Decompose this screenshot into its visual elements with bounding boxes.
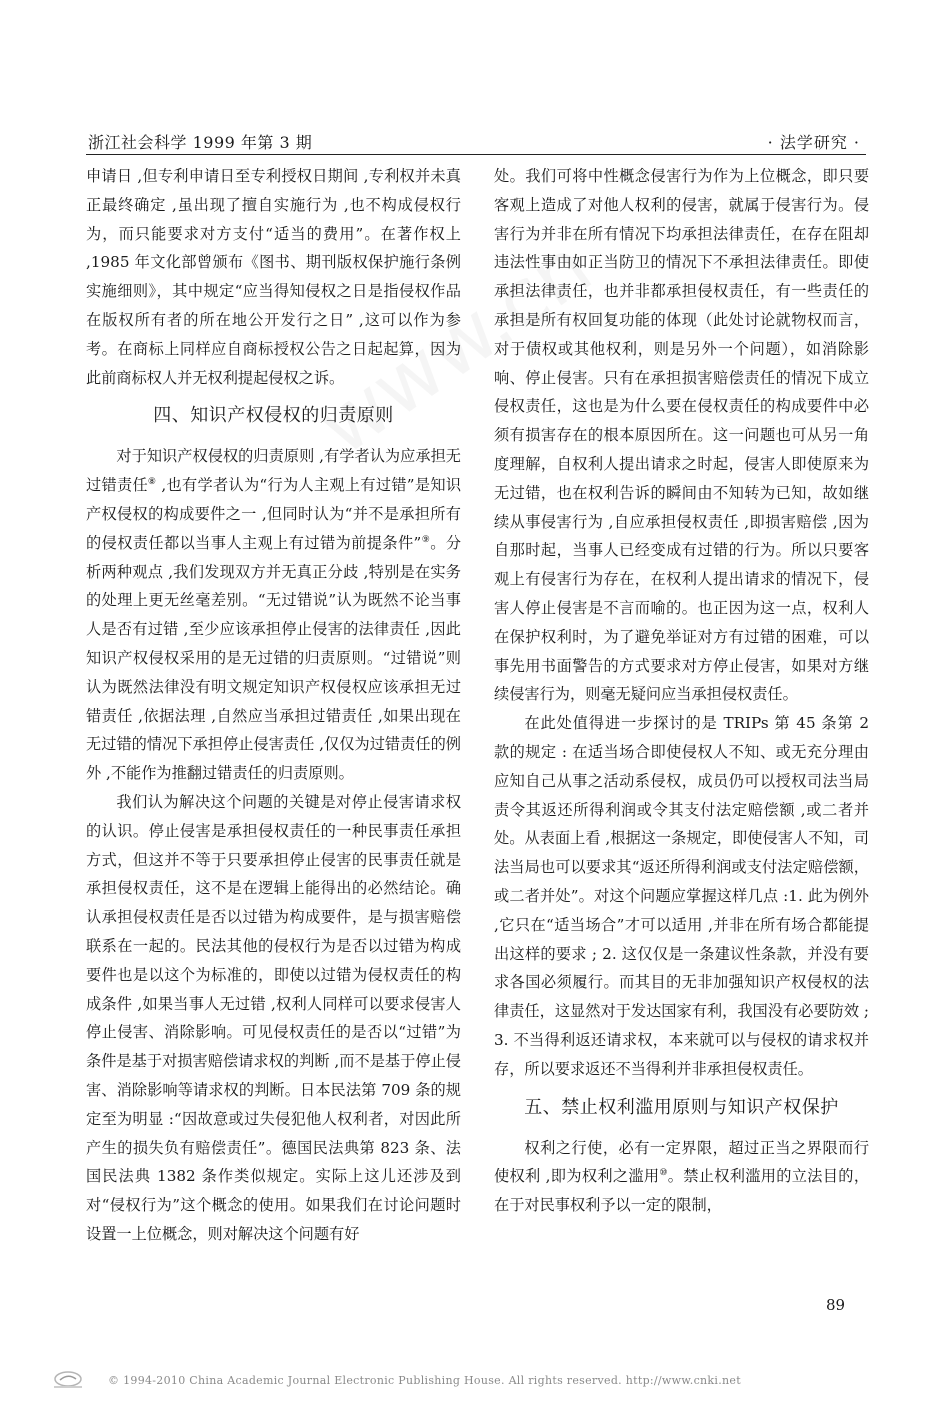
text: 。分析两种观点 ,我们发现双方并无真正分歧 ,特别是在实务的处理上更无丝毫差别。“无过错说”认为既然不论当事人是否有过错 ,至少应该承担停止侵害的法律责任 ,因此知识产权侵权采用的是无过错的归责原则。“过错说”则认为既然法律没有明文规定知识产权侵权应该承担无过错责任 ,依据法理 ,自然应当承担过错责任 ,如果出现在无过错的情况下承担停止侵害责任 ,仅仅为过错责任的例外 ,不能作为推翻过错责任的归责原则。 xyxy=(86,533,462,783)
header-rule xyxy=(86,154,866,155)
paragraph: 我们认为解决这个问题的关键是对停止侵害请求权的认识。停止侵害是承担侵权责任的一种民事责任承担方式，但这并不等于只要承担停止侵害的民事责任就是承担侵权责任，这不是在逻辑上能得出的必然结论。确认承担侵权责任是否以过错为构成要件，是与损害赔偿联系在一起的。民法其他的侵权行为是否以过错为构成要件也是以这个为标准的，即使以过错为侵权责任的构成条件 ,如果当事人无过错 ,权利人同样可以要求侵害人停止侵害、消除影响。可见侵权责任的是否以“过错”为条件是基于对损害赔偿请求权的判断 ,而不是基于停止侵害、消除影响等请求权的判断。日本民法第 709 条的规定至为明显 :“因故意或过失侵犯他人权利者，对因此所产生的损失负有赔偿责任”。德国民法典第 823 条、法国民法典 1382 条作类似规定。实际上这儿还涉及到对“侵权行为”这个概念的使用。如果我们在讨论问题时设置一上位概念，则对解决这个问题有好 xyxy=(86,792,461,1243)
footnote-marker: ⑩ xyxy=(659,1168,668,1179)
footer xyxy=(48,1370,908,1394)
footnote-marker: ⑨ xyxy=(421,534,431,545)
paragraph xyxy=(494,1134,869,1220)
footnote-marker: ⑧ xyxy=(147,477,157,488)
journal-header: 浙江社会科学 1999 年第 3 期 xyxy=(88,133,313,152)
right-column xyxy=(494,162,869,1220)
text: ,也有学者认为“行为人主观上有过错”是知识产权侵权的构成要件之一 ,但同时认为“并不是承担所有的侵权责任都以当事人主观上有过错为前提条件” xyxy=(86,476,462,552)
publisher-logo-icon xyxy=(48,1370,88,1390)
page-number: 89 xyxy=(826,1296,846,1314)
paragraph: 在此处值得进一步探讨的是 TRIPs 第 45 条第 2 款的规定 : 在适当场合即使侵权人不知、或无充分理由应知自己从事之活动系侵权，成员仍可以授权司法当局责令其返还所得利润或令其支付法定赔偿额 ,或二者并处。从表面上看 ,根据这一条规定，即使侵害人不知，司法当局也可以要求其“返还所得利润或支付法定赔偿额，或二者并处”。对这个问题应掌握这样几点 :1. 此为例外 ,它只在“适当场合”才可以适用 ,并非在所有场合都能提出这样的要求 ; 2. 这仅仅是一条建议性条款，并没有要求各国必须履行。而其目的无非加强知识产权侵权的法律责任，这显然对于发达国家有利，我国没有必要防效 ; 3. 不当得利返还请求权，本来就可以与侵权的请求权并存，所以要求返还不当得利并非承担侵权责任。 xyxy=(494,714,869,1078)
paragraph: 申请日 ,但专利申请日至专利授权日期间 ,专利权并未真正最终确定 ,虽出现了擅自实施行为 ,也不构成侵权行为，而只能要求对方支付“适当的费用”。在著作权上 ,1985 年文化部曾颁布《图书、期刊版权保护施行条例实施细则》，其中规定“应当得知侵权之日是指侵权作品在版权所有者的所在地公开发行之日” ,这可以作为参考。在商标上同样应自商标授权公告之日起起算，因为此前商标权人并无权利提起侵权之诉。 xyxy=(86,167,461,387)
text: 对于知识产权侵权的归责原则 ,有学者认为应承担无过错责任 xyxy=(86,447,461,495)
copyright-text: © 1994-2010 China Academic Journal Electronic Publishing House. All rights reserved. http://www.cnki.net xyxy=(108,1374,741,1387)
paragraph: 处。我们可将中性概念侵害行为作为上位概念，即只要客观上造成了对他人权利的侵害，就属于侵害行为。侵害行为并非在所有情况下均承担法律责任，在存在阻却违法性事由如正当防卫的情况下不承担法律责任。即使承担法律责任，也并非都承担侵权责任，有一些责任的承担是所有权回复功能的体现（此处讨论就物权而言，对于债权或其他权利，则是另外一个问题），如消除影响、停止侵害。只有在承担损害赔偿责任的情况下成立侵权责任，这也是为什么要在侵权责任的构成要件中必须有损害存在的根本原因所在。这一问题也可从另一角度理解，自权利人提出请求之时起，侵害人即使原来为无过错，也在权利告诉的瞬间由不知转为已知，故如继续从事侵害行为 ,自应承担侵权责任 ,即损害赔偿 ,因为自那时起，当事人已经变成有过错的行为。所以只要客观上有侵害行为存在，在权利人提出请求的情况下，侵害人停止侵害是不言而喻的。也正因为这一点，权利人在保护权利时，为了避免举证对方有过错的困难，可以事先用书面警告的方式要求对方停止侵害，如果对方继续侵害行为，则毫无疑问应当承担侵权责任。 xyxy=(494,167,869,704)
paragraph xyxy=(86,442,461,788)
text: 。禁止权利滥用的立法目的，在于对民事权利予以一定的限制， xyxy=(494,1167,870,1215)
text: 权利之行使，必有一定界限，超过正当之界限而行使权利 ,即为权利之滥用 xyxy=(494,1138,869,1186)
section-heading: 四、知识产权侵权的归责原则 xyxy=(153,405,394,427)
section-header: · 法学研究 · xyxy=(767,133,860,152)
section-heading: 五、禁止权利滥用原则与知识产权保护 xyxy=(524,1096,839,1118)
left-column xyxy=(86,162,461,1249)
